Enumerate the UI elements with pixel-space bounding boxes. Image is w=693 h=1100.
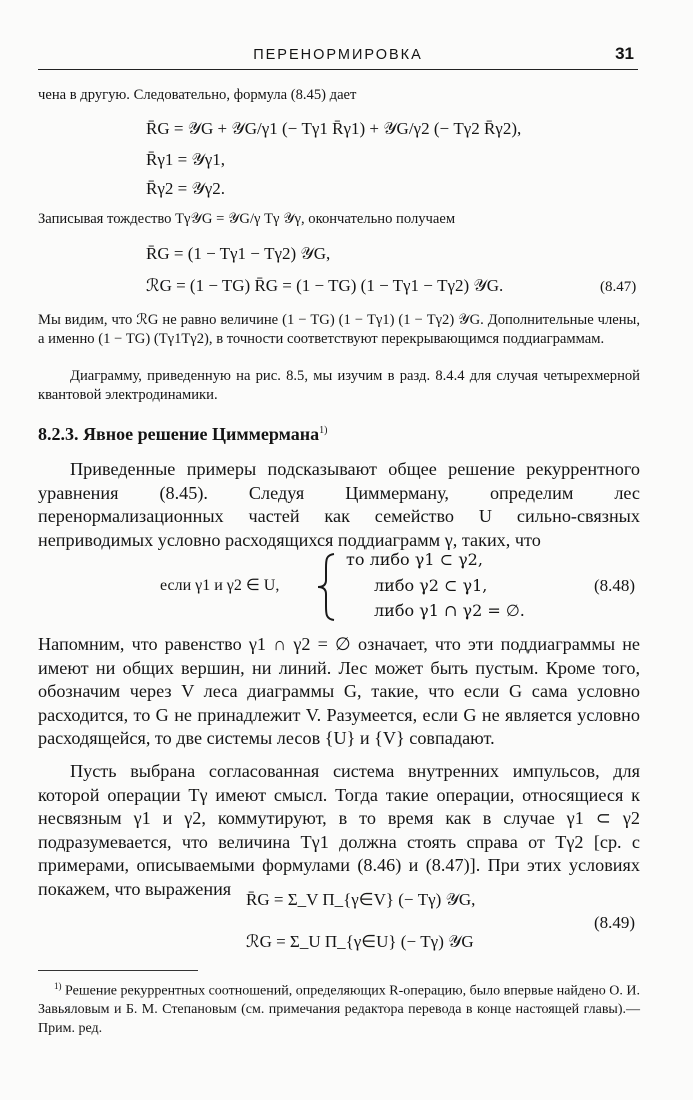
page-number: 31	[615, 44, 634, 63]
intro-line: чена в другую. Следовательно, формула (8.45) дает	[38, 87, 357, 103]
left-brace	[314, 552, 338, 622]
eq-848-lhs: если γ1 и γ2 ∈ U,	[160, 577, 280, 594]
eq-849-line2: ℛG = Σ_U Π_{γ∈U} (− Tγ) 𝒴G	[246, 932, 474, 951]
eq-848-number: (8.48)	[594, 576, 636, 595]
eq-848-case-2: либо γ2 ⊂ γ1,	[374, 576, 488, 595]
eq-848-case-1: то либо γ1 ⊂ γ2,	[346, 550, 483, 569]
section-footnote-mark: 1)	[319, 425, 328, 436]
identity-line: Записывая тождество Tγ𝒴G = 𝒴G/γ Tγ 𝒴γ, окончательно получаем	[38, 211, 456, 227]
running-head	[38, 41, 638, 70]
section-title: 8.2.3. Явное решение Циммермана	[38, 424, 320, 444]
footnote-mark: 1)	[54, 981, 62, 991]
running-title: ПЕРЕНОРМИРОВКА	[253, 47, 423, 63]
footnote	[38, 977, 640, 1038]
eq-847-number: (8.47)	[600, 279, 637, 295]
footnote-rule	[38, 970, 198, 971]
paragraph-1: Приведенные примеры подсказывают общее решение рекуррентного уравнения (8.45). Следуя Циммерману, определим лес перенормализационных частей как семейство U сильно-связных неприводимых условно расходящихся поддиаграмм γ, таких, что	[38, 459, 640, 550]
eq-848-case-3: либо γ1 ∩ γ2 = ∅.	[374, 601, 525, 620]
eq-845-line3: R̄γ2 = 𝒴γ2.	[146, 179, 226, 198]
eq-845-line2: R̄γ1 = 𝒴γ1,	[146, 150, 226, 169]
eq-849-number: (8.49)	[594, 913, 636, 932]
eq-847-line2: ℛG = (1 − TG) R̄G = (1 − TG) (1 − Tγ1 − Tγ2) 𝒴G.	[146, 276, 504, 295]
paragraph-small-2: Диаграмму, приведенную на рис. 8.5, мы изучим в разд. 8.4.4 для случая четырехмерной квантовой электродинамики.	[38, 368, 640, 403]
eq-847-line1: R̄G = (1 − Tγ1 − Tγ2) 𝒴G,	[146, 244, 331, 263]
paragraph-small-1: Мы видим, что ℛG не равно величине (1 − TG) (1 − Tγ1) (1 − Tγ2) 𝒴G. Дополнительные члены, а именно (1 − TG) (Tγ1Tγ2), в точности соответствуют перекрывающимся поддиаграммам.	[38, 312, 641, 347]
paragraph-3: Пусть выбрана согласованная система внутренних импульсов, для которой операции Tγ имеют смысл. Тогда такие операции, относящиеся к несвязным γ1 и γ2, коммутируют, в то время как в случае γ1 ⊂ γ2 подразумевается, что величина Tγ1 должна стоять справа от Tγ2 [ср. с примерами, описываемыми формулами (8.46) и (8.47)]. При этих условиях покажем, что выражения	[38, 761, 640, 899]
eq-845-line1: R̄G = 𝒴G + 𝒴G/γ1 (− Tγ1 R̄γ1) + 𝒴G/γ2 (− Tγ2 R̄γ2),	[146, 119, 522, 138]
section-heading	[38, 424, 327, 445]
eq-849-line1: R̄G = Σ_V Π_{γ∈V} (− Tγ) 𝒴G,	[246, 890, 476, 909]
footnote-text: Решение рекуррентных соотношений, определяющих R-операцию, было впервые найдено О. И. Завьяловым и Б. М. Степановым (см. примечания редактора перевода в конце настоящей главы).— Прим. ред.	[38, 983, 640, 1036]
paragraph-2: Напомним, что равенство γ1 ∩ γ2 = ∅ означает, что эти поддиаграммы не имеют ни общих вершин, ни линий. Лес может быть пустым. Кроме того, обозначим через V леса диаграммы G, такие, что если G сама условно расходится, то G не принадлежит V. Разумеется, если G не является условно расходящейся, то две системы лесов {U} и {V} совпадают.	[38, 634, 640, 748]
